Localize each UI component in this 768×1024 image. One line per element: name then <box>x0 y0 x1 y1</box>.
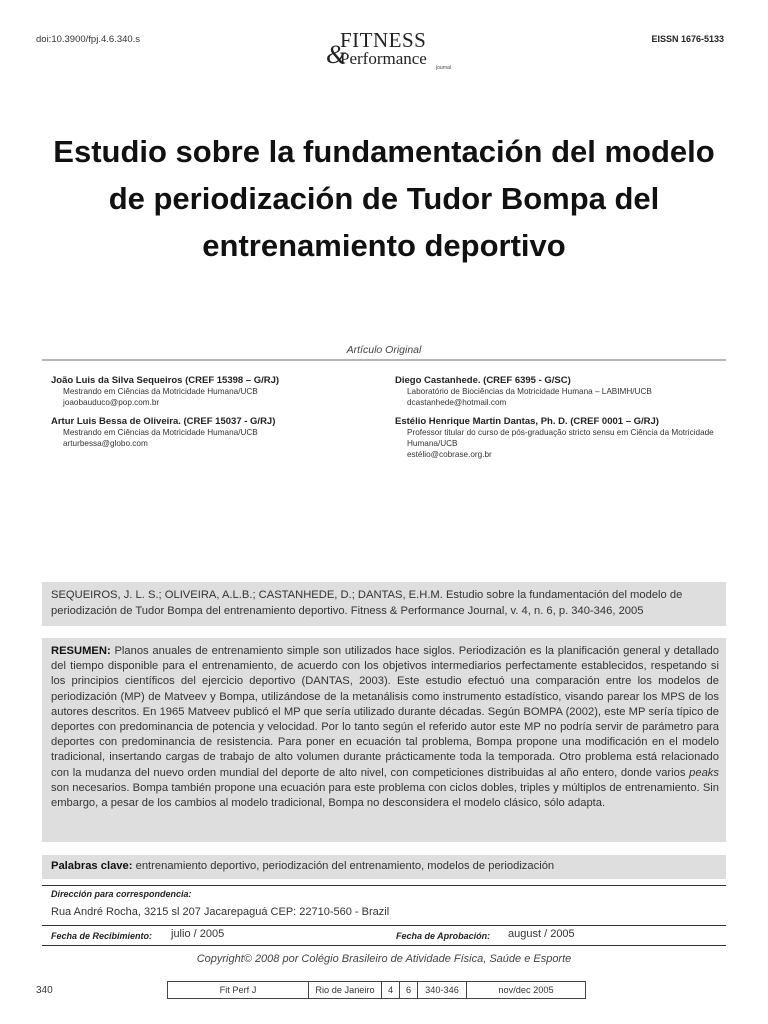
copyright: Copyright© 2008 por Colégio Brasileiro de Atividade Física, Saúde e Esporte <box>196 953 572 965</box>
citation-text: SEQUEIROS, J. L. S.; OLIVEIRA, A.L.B.; CASTANHEDE, D.; DANTAS, E.H.M. Estudio sobre la fundamentación del modelo de periodización de Tudor Bompa del entrenamiento deportivo. Fitness & Performance Journal, v. 4, n. 6, p. 340-346, 2005 <box>51 589 683 617</box>
author-email: estélio@cobrase.org.br <box>407 450 492 459</box>
eissn: EISSN 1676-5133 <box>651 34 724 44</box>
author-name: Artur Luis Bessa de Oliveira. (CREF 15037 - G/RJ) <box>51 416 276 427</box>
author-affiliation: Mestrando em Ciências da Motricidade Humana/UCB <box>63 428 258 437</box>
approval-label: Fecha de Aprobación: <box>396 931 491 941</box>
abstract <box>51 644 719 811</box>
article-type: Artículo Original <box>346 344 422 356</box>
logo-ampersand: & <box>326 40 347 69</box>
received-label: Fecha de Recibimiento: <box>51 931 153 941</box>
divider <box>42 925 726 926</box>
publication-info-table <box>167 981 586 999</box>
author-email: arturbessa@globo.com <box>63 439 148 448</box>
author-2 <box>51 416 381 449</box>
author-4 <box>395 416 725 460</box>
abstract-text: Planos anuales de entrenamiento simple son utilizados hace siglos. Periodización es la planificación general y detallado del tiempo disponible para el entrenamiento, de acuerdo con los objetivos intermediarios perfectamente establecidos, respetando si los principios científicos del ejercicio deportivo (DANTAS, 2003). Este estudio efectuó una comparación entre los modelos de periodización (MP) de Matveev y Bompa, utilizándose de la metanálisis como instrumento estadístico, visando parear los MPS de los autores descritos. En 1965 Matveev publicó el MP que sería utilizado durante décadas. Según BOMPA (2002), este MP sería típico de deportes con predominancia de potencia y velocidad. Por lo tanto según el referido autor este MP no podría servir de parámetro para deportes con predominancia de resistencia. Para poner en ecuación tal problema, Bompa propone una modificación en el modelo tradicional, insertando cargas de trabajo de alto volumen durante prácticamente toda la temporada. Otro problema está relacionado con la mudanza del nuevo orden mundial del deporte de alto nivel, con competiciones distribuidas al año entero, donde varios <box>51 645 719 779</box>
author-affiliation: Mestrando em Ciências da Motricidade Humana/UCB <box>63 387 258 396</box>
keywords-text: entrenamiento deportivo, periodización del entrenamiento, modelos de periodización <box>132 860 555 872</box>
city: Rio de Janeiro <box>309 982 382 999</box>
divider <box>42 945 726 946</box>
correspondence-address: Rua André Rocha, 3215 sl 207 Jacarepaguá CEP: 22710-560 - Brazil <box>51 906 390 918</box>
doi: doi:10.3900/fpj.4.6.340.s <box>36 34 141 45</box>
volume: 4 <box>382 982 400 999</box>
approval-date: august / 2005 <box>508 928 575 940</box>
abstract-text-end: son necesarios. Bompa también propone una ecuación para este problema con ciclos dobles, triples y múltiplos de entrenamiento. Sin embargo, a pesar de los cambios al modelo tradicional, Bompa no desconsidera el modelo clásico, sólo adapta. <box>51 781 719 810</box>
page-number: 340 <box>36 985 53 996</box>
journal-abbrev: Fit Perf J <box>168 982 309 999</box>
author-1 <box>51 375 381 408</box>
logo-fitness: FITNESS <box>340 28 427 52</box>
author-name: João Luis da Silva Sequeiros (CREF 15398 – G/RJ) <box>51 375 280 386</box>
author-email: joaobauduco@pop.com.br <box>63 398 160 407</box>
abstract-label: RESUMEN: <box>51 645 111 657</box>
author-name: Diego Castanhede. (CREF 6395 - G/SC) <box>395 375 571 386</box>
author-name: Estélio Henrique Martin Dantas, Ph. D. (CREF 0001 – G/RJ) <box>395 416 659 427</box>
correspondence-label: Dirección para correspondencia: <box>51 889 192 899</box>
abstract-italic: peaks <box>689 766 719 779</box>
issue-date: nov/dec 2005 <box>467 982 586 999</box>
author-3 <box>395 375 725 408</box>
author-affiliation: Humana/UCB <box>407 439 458 448</box>
author-affiliation: Professor titular do curso de pós-graduação stricto sensu em Ciência da Motricidade <box>407 428 714 437</box>
page-range: 340-346 <box>418 982 467 999</box>
issue-number: 6 <box>400 982 418 999</box>
journal-logo <box>326 28 452 74</box>
article-title: Estudio sobre la fundamentación del modelo de periodización de Tudor Bompa del entrenamiento deportivo <box>53 134 715 263</box>
keywords <box>51 860 719 872</box>
divider <box>42 885 726 886</box>
divider <box>42 359 726 361</box>
received-date: julio / 2005 <box>171 928 225 940</box>
logo-performance: Performance <box>340 49 427 68</box>
author-affiliation: Laboratório de Biociências da Motricidade Humana – LABIMH/UCB <box>407 387 652 396</box>
logo-journal: journal <box>436 65 452 71</box>
keywords-label: Palabras clave: <box>51 860 133 872</box>
author-email: dcastanhede@hotmail.com <box>407 398 507 407</box>
